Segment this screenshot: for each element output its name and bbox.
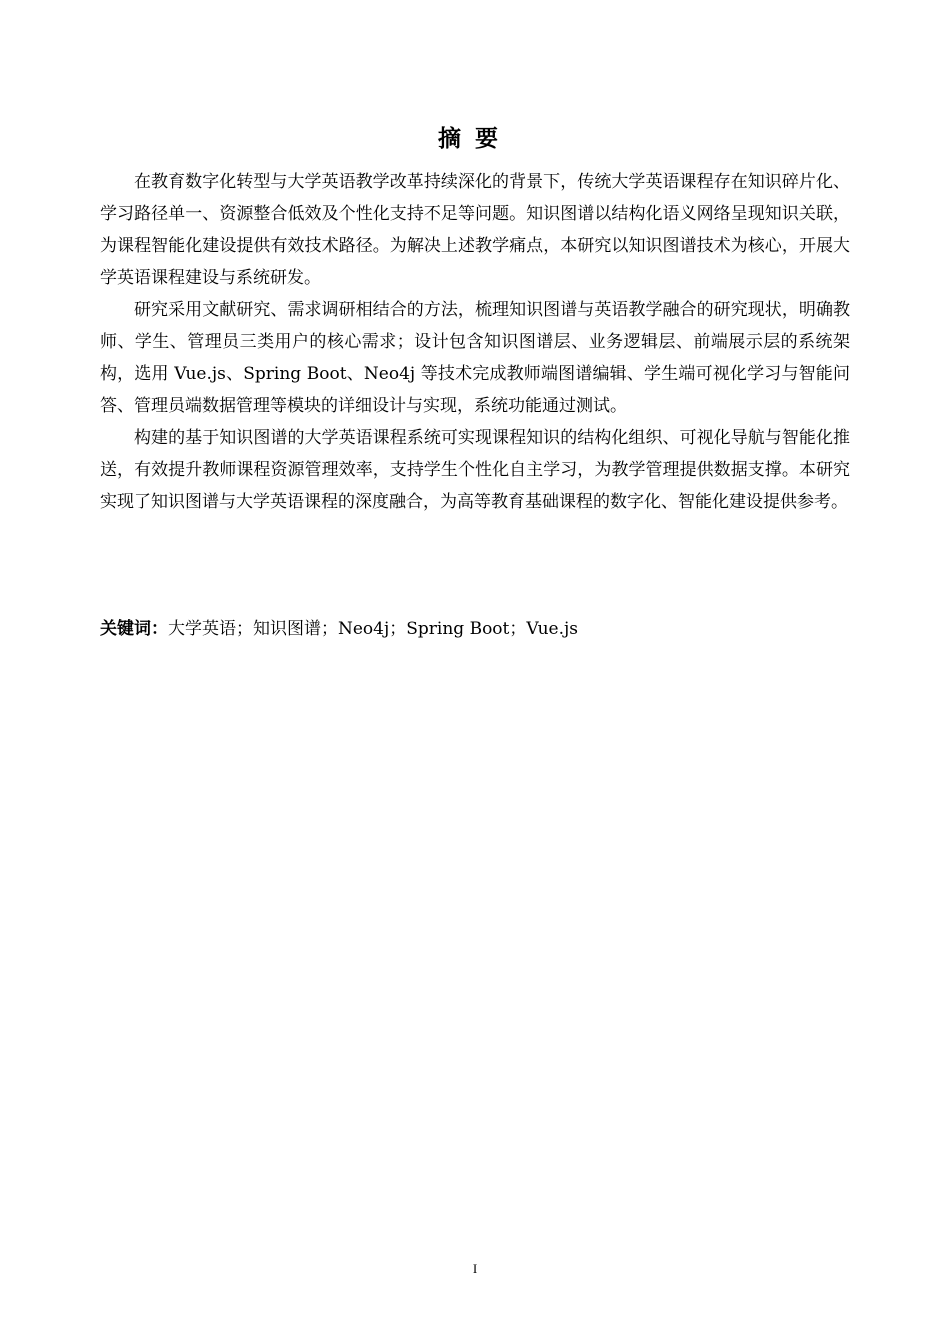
keywords-line xyxy=(100,613,850,645)
abstract-paragraph-1: 在教育数字化转型与大学英语教学改革持续深化的背景下，传统大学英语课程存在知识碎片化、学习路径单一、资源整合低效及个性化支持不足等问题。知识图谱以结构化语义网络呈现知识关联，为课程智能化建设提供有效技术路径。为解决上述教学痛点，本研究以知识图谱技术为核心，开展大学英语课程建设与系统研发。 xyxy=(100,172,850,288)
keywords-label: 关键词： xyxy=(100,619,168,639)
keywords-text: 大学英语；知识图谱；Neo4j；Spring Boot；Vue.js xyxy=(168,619,578,639)
abstract-body xyxy=(100,166,850,518)
abstract-paragraph-2: 研究采用文献研究、需求调研相结合的方法，梳理知识图谱与英语教学融合的研究现状，明确教师、学生、管理员三类用户的核心需求；设计包含知识图谱层、业务逻辑层、前端展示层的系统架构，选用 Vue.js、Spring Boot、Neo4j 等技术完成教师端图谱编辑、学生端可视化学习与智能问答、管理员端数据管理等模块的详细设计与实现，系统功能通过测试。 xyxy=(100,300,850,416)
abstract-title: 摘要 xyxy=(438,126,512,152)
page-number: I xyxy=(472,1261,478,1276)
abstract-paragraph-3: 构建的基于知识图谱的大学英语课程系统可实现课程知识的结构化组织、可视化导航与智能化推送，有效提升教师课程资源管理效率，支持学生个性化自主学习，为教学管理提供数据支撑。本研究实现了知识图谱与大学英语课程的深度融合，为高等教育基础课程的数字化、智能化建设提供参考。 xyxy=(100,428,850,512)
